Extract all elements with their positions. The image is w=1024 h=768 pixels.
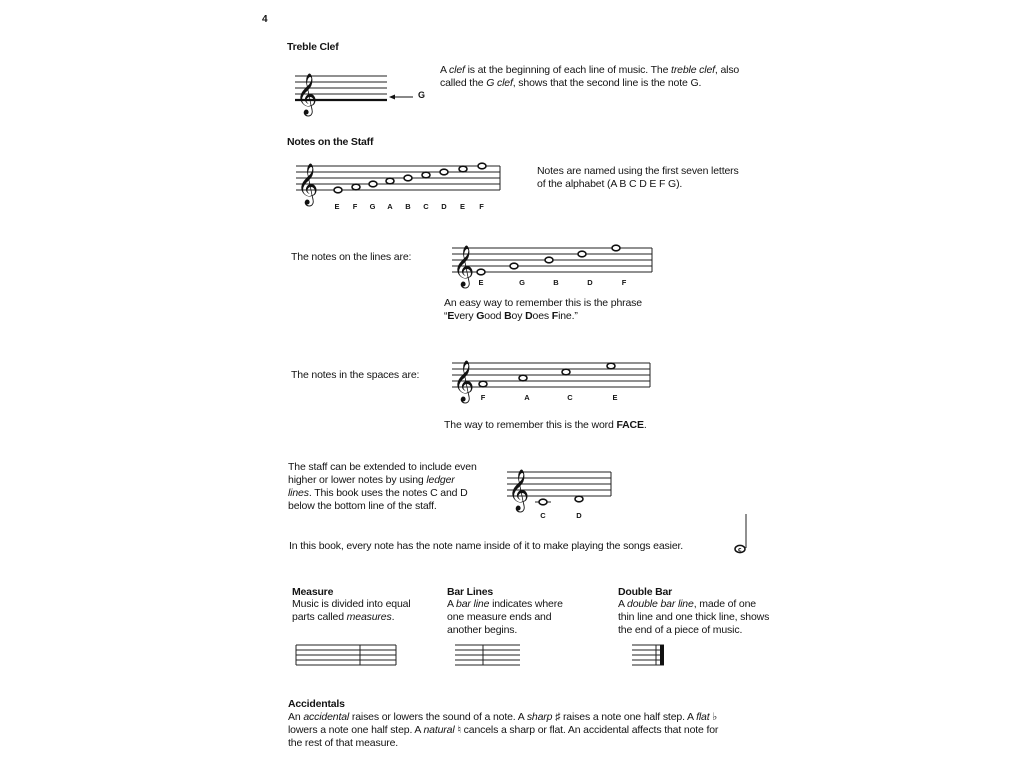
treble-clef-icon: 𝄞 — [453, 361, 475, 402]
spaces-letters: F A C E — [480, 393, 618, 402]
heading-measure: Measure — [292, 586, 334, 598]
measure-block: Measure Music is divided into equal parts called measures. — [292, 586, 442, 624]
double-bar-staff — [632, 643, 672, 673]
note-f2 — [478, 163, 486, 169]
heading-treble-clef: Treble Clef — [287, 41, 339, 53]
decorative-note-icon — [728, 512, 752, 556]
note-e2 — [459, 166, 467, 172]
note-d — [578, 251, 586, 257]
accidentals-text: An accidental raises or lowers the sound of a note. A sharp ♯ raises a note one half step. A flat ♭ lowers a note one half step. A natural ♮ cancels a sharp or flat. An accidental affects that note for the rest of that measure. — [288, 711, 719, 749]
note-a — [519, 375, 527, 381]
note-f — [612, 245, 620, 251]
note-d — [575, 496, 583, 502]
bar-lines-block: Bar Lines A bar line indicates where one measure ends and another begins. — [447, 586, 617, 637]
treble-clef-text: A clef is at the beginning of each line of music. The treble clef, also called the G clef, shows that the second line is the note G. — [440, 64, 740, 89]
note-c — [539, 499, 547, 505]
arrow-head — [389, 95, 395, 100]
note-g — [510, 263, 518, 269]
note-e — [477, 269, 485, 275]
lines-letters: E G B D F — [478, 278, 627, 287]
heading-notes-on-staff: Notes on the Staff — [287, 136, 374, 148]
ledger-staff — [507, 466, 617, 512]
note-c — [562, 369, 570, 375]
lines-phrase: An easy way to remember this is the phrase “Every Good Boy Does Fine.” — [444, 297, 642, 322]
svg-text:c: c — [738, 546, 742, 554]
treble-clef-icon: 𝄞 — [508, 470, 530, 511]
note-e — [334, 187, 342, 193]
note-b — [404, 175, 412, 181]
note-b — [545, 257, 553, 263]
ledger-letters: C D — [540, 511, 582, 520]
treble-clef-staff — [295, 70, 425, 120]
treble-clef-icon: 𝄞 — [453, 246, 475, 287]
page-number: 4 — [262, 14, 268, 25]
note-f — [479, 381, 487, 387]
face-text: The way to remember this is the word FACE. — [444, 419, 647, 431]
g-label: G — [418, 90, 425, 100]
double-bar-block: Double Bar A double bar line, made of one thin line and one thick line, shows the end of a piece of music. — [618, 586, 808, 637]
measure-staff — [296, 643, 401, 673]
heading-accidentals: Accidentals — [288, 698, 345, 710]
treble-clef-icon: 𝄞 — [296, 74, 318, 115]
notes-staff-text: Notes are named using the first seven letters of the alphabet (A B C D E F G). — [537, 165, 739, 190]
heading-bar-lines: Bar Lines — [447, 586, 494, 598]
note-e — [607, 363, 615, 369]
note-name-text: In this book, every note has the note name inside of it to make playing the songs easier. — [289, 540, 684, 552]
spaces-label: The notes in the spaces are: — [291, 369, 420, 381]
note-f — [352, 184, 360, 190]
heading-double-bar: Double Bar — [618, 586, 673, 598]
note-g — [369, 181, 377, 187]
note-a — [386, 178, 394, 184]
notes-staff-letters: E F G A B C D E F — [334, 202, 484, 211]
note-c — [422, 172, 430, 178]
treble-clef-icon: 𝄞 — [297, 164, 319, 205]
lines-label: The notes on the lines are: — [291, 251, 412, 263]
bar-lines-staff — [455, 643, 525, 673]
ledger-text: The staff can be extended to include even higher or lower notes by using ledger lines. This book uses the notes C and D below the bottom line of the staff. — [288, 461, 477, 512]
notes-staff — [296, 160, 506, 205]
note-d — [440, 169, 448, 175]
